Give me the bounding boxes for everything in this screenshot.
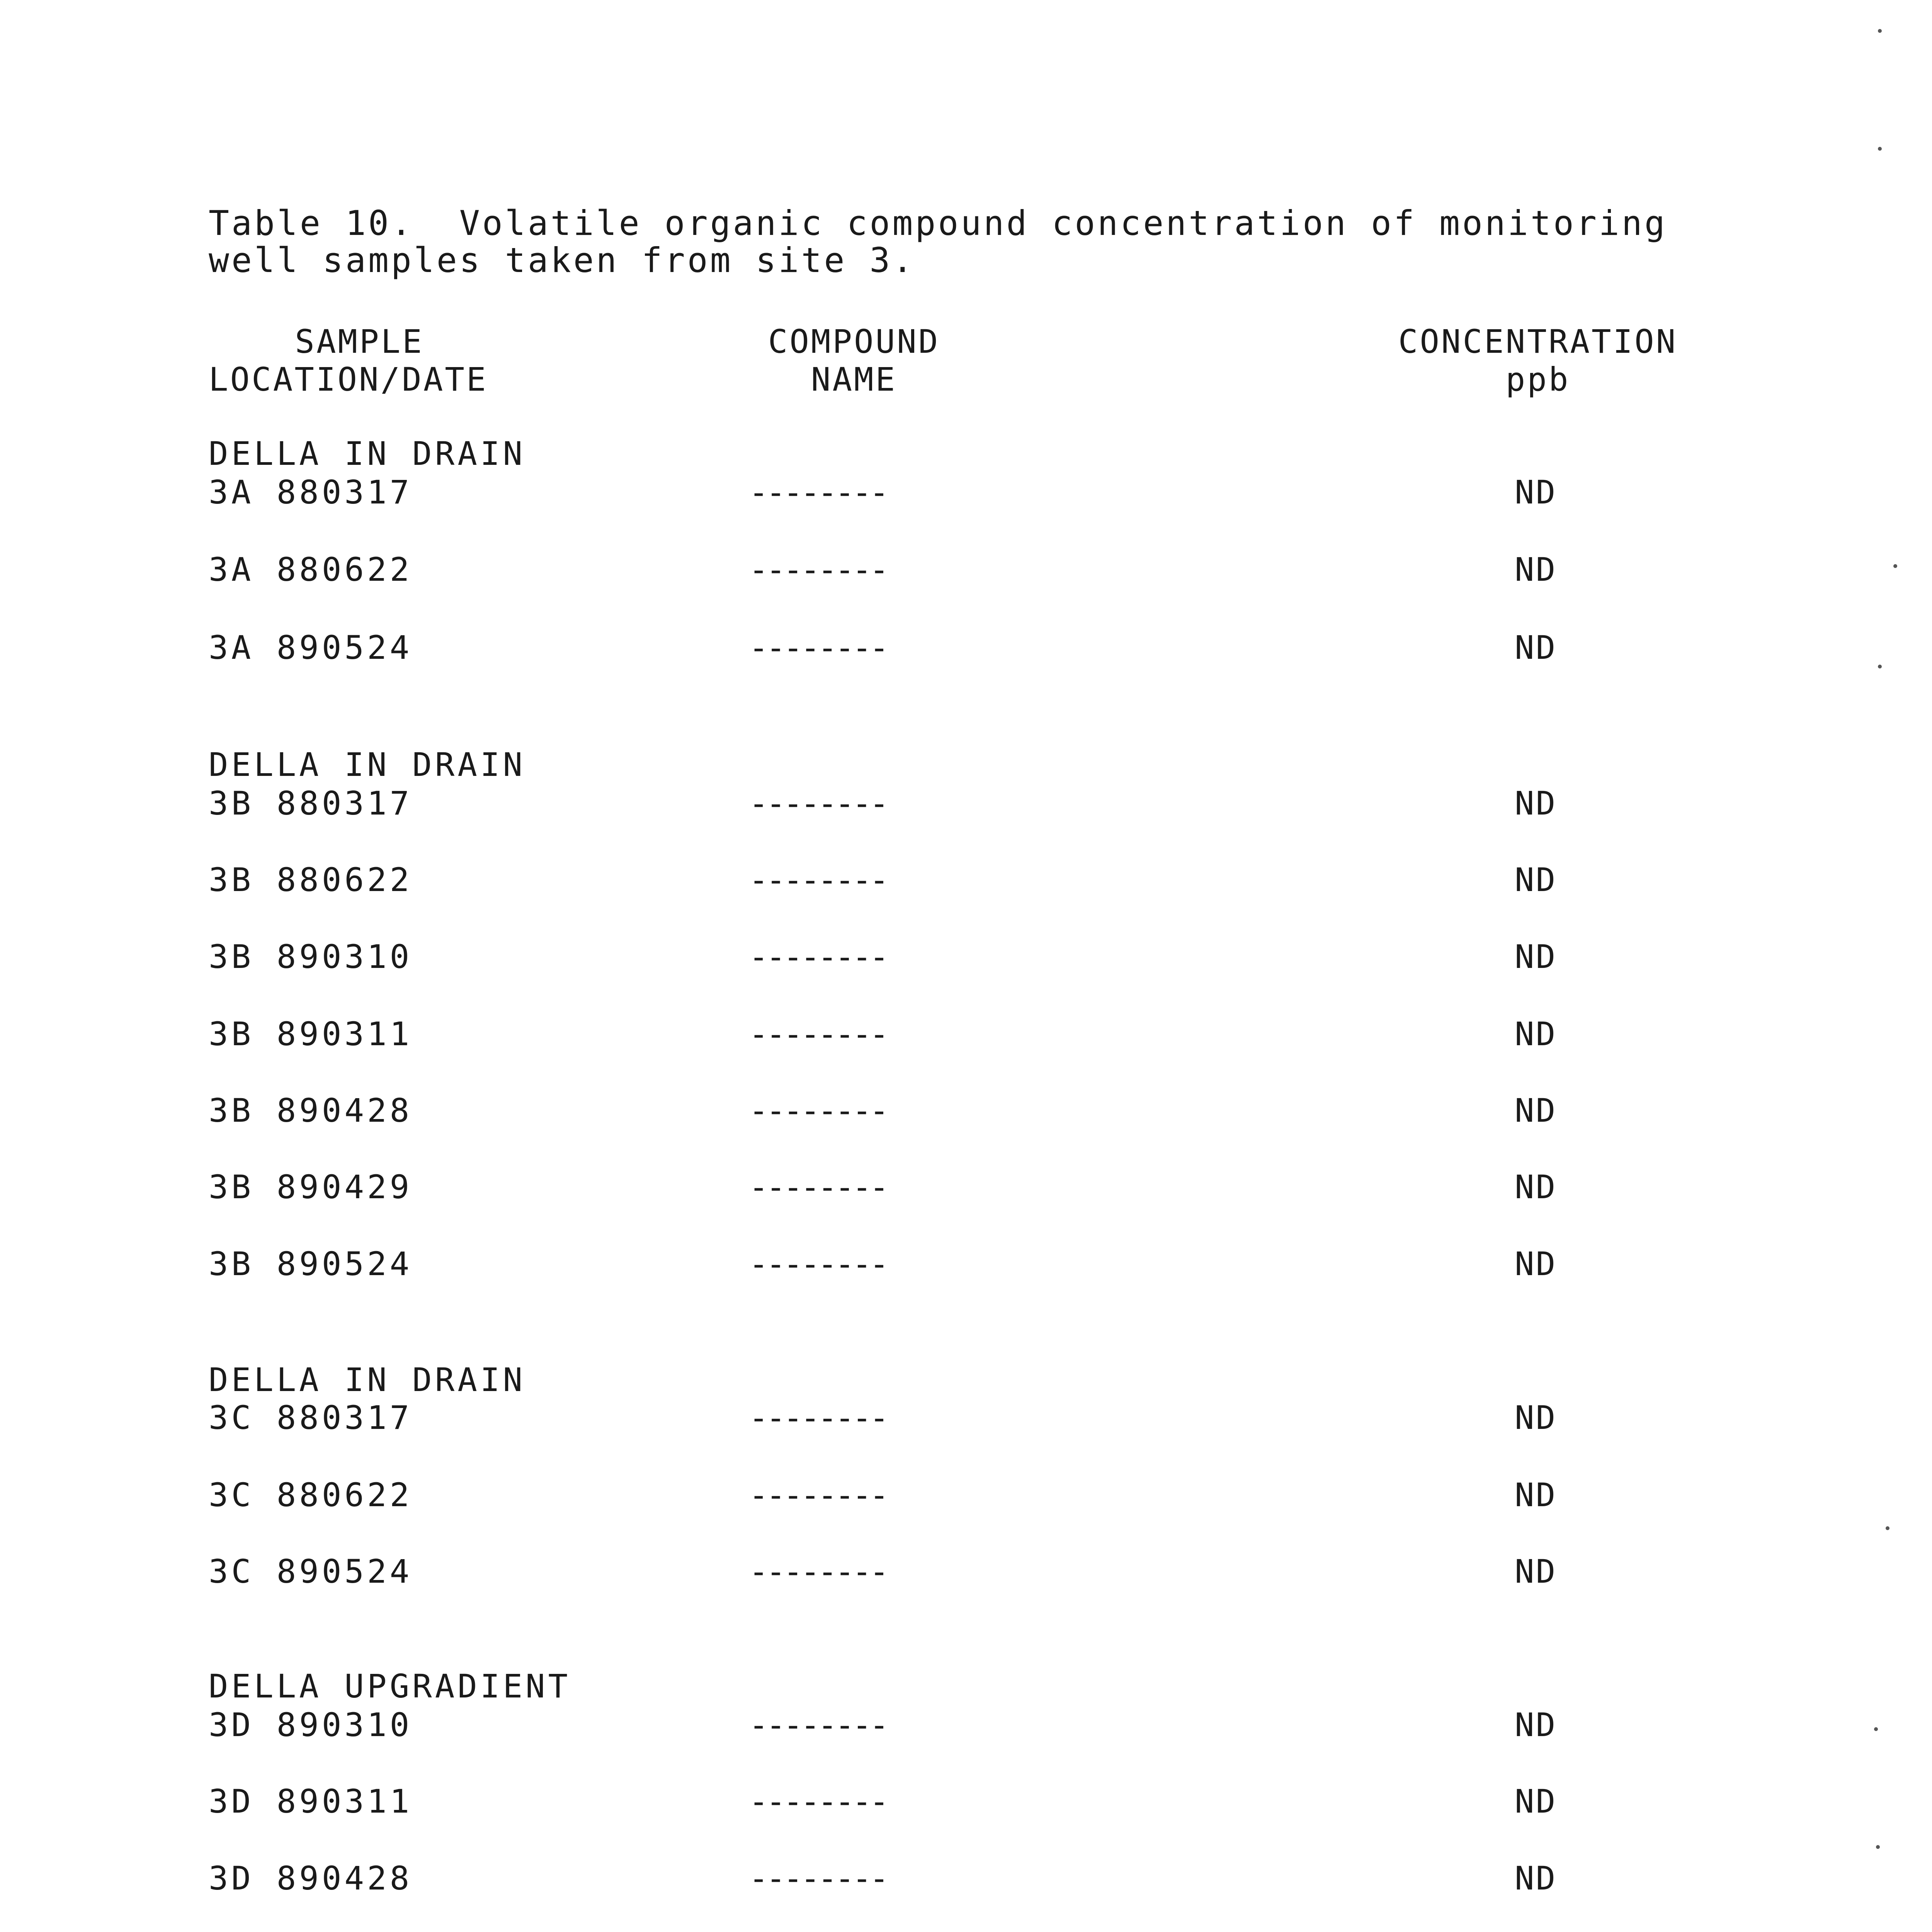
scan-speck	[1878, 147, 1882, 151]
scan-speck	[1886, 1526, 1889, 1530]
sample-location: 3D 890428	[209, 1859, 413, 1897]
scan-speck	[1878, 29, 1882, 33]
sample-location: 3B 890311	[209, 1015, 413, 1053]
header-compound-name	[746, 323, 962, 398]
concentration-value: ND	[1515, 1553, 1557, 1590]
sample-location: 3D 890310	[209, 1706, 413, 1744]
compound-name: --------	[749, 1245, 887, 1283]
compound-name: --------	[749, 861, 887, 899]
concentration-value: ND	[1515, 473, 1557, 511]
sample-location: 3B 880622	[209, 861, 413, 899]
sample-location: 3D 890311	[209, 1782, 413, 1820]
sample-location: 3A 880317	[209, 473, 413, 511]
compound-name: --------	[749, 551, 887, 588]
header-location-line-1: SAMPLE	[295, 323, 424, 361]
header-location-line-2: LOCATION/DATE	[209, 361, 488, 398]
concentration-value: ND	[1515, 1859, 1557, 1897]
concentration-value: ND	[1515, 861, 1557, 899]
concentration-value: ND	[1515, 1399, 1557, 1437]
concentration-value: ND	[1515, 1245, 1557, 1283]
concentration-value: ND	[1515, 1476, 1557, 1514]
compound-name: --------	[749, 1015, 887, 1053]
concentration-value: ND	[1515, 1706, 1557, 1744]
sample-location: 3B 890429	[209, 1168, 413, 1206]
concentration-value: ND	[1515, 551, 1557, 588]
sample-location: 3C 880622	[209, 1476, 413, 1514]
concentration-value: ND	[1515, 1168, 1557, 1206]
compound-name: --------	[749, 1399, 887, 1437]
concentration-value: ND	[1515, 784, 1557, 822]
compound-name: --------	[749, 784, 887, 822]
compound-name: --------	[749, 473, 887, 511]
scan-speck	[1878, 665, 1882, 668]
group-title: DELLA IN DRAIN	[209, 435, 526, 473]
sample-location: 3A 880622	[209, 551, 413, 588]
sample-location: 3C 880317	[209, 1399, 413, 1437]
concentration-value: ND	[1515, 629, 1557, 667]
compound-name: --------	[749, 1168, 887, 1206]
compound-name: --------	[749, 1859, 887, 1897]
scan-speck	[1876, 1845, 1880, 1849]
compound-name: --------	[749, 1706, 887, 1744]
sample-location: 3B 880317	[209, 784, 413, 822]
sample-location: 3B 890524	[209, 1245, 413, 1283]
compound-name: --------	[749, 938, 887, 976]
header-concentration-line-1: CONCENTRATION	[1398, 323, 1678, 361]
compound-name: --------	[749, 1476, 887, 1514]
scan-speck	[1893, 564, 1897, 568]
concentration-value: ND	[1515, 1092, 1557, 1129]
compound-name: --------	[749, 1553, 887, 1590]
compound-name: --------	[749, 629, 887, 667]
table-caption: Table 10. Volatile organic compound concentration of monitoring well samples taken from site 3.	[209, 203, 1690, 280]
header-concentration-line-2: ppb	[1505, 361, 1570, 398]
sample-location: 3B 890310	[209, 938, 413, 976]
header-compound-line-2: NAME	[811, 361, 897, 398]
concentration-value: ND	[1515, 1782, 1557, 1820]
group-title: DELLA UPGRADIENT	[209, 1667, 571, 1705]
scan-speck	[1874, 1727, 1878, 1731]
sample-location: 3C 890524	[209, 1553, 413, 1590]
header-compound-line-1: COMPOUND	[768, 323, 940, 361]
group-title: DELLA IN DRAIN	[209, 746, 526, 784]
compound-name: --------	[749, 1092, 887, 1129]
header-sample-location	[209, 323, 510, 398]
concentration-value: ND	[1515, 1015, 1557, 1053]
compound-name: --------	[749, 1782, 887, 1820]
header-concentration	[1376, 323, 1700, 398]
sample-location: 3B 890428	[209, 1092, 413, 1129]
concentration-value: ND	[1515, 938, 1557, 976]
group-title: DELLA IN DRAIN	[209, 1361, 526, 1399]
sample-location: 3A 890524	[209, 629, 413, 667]
